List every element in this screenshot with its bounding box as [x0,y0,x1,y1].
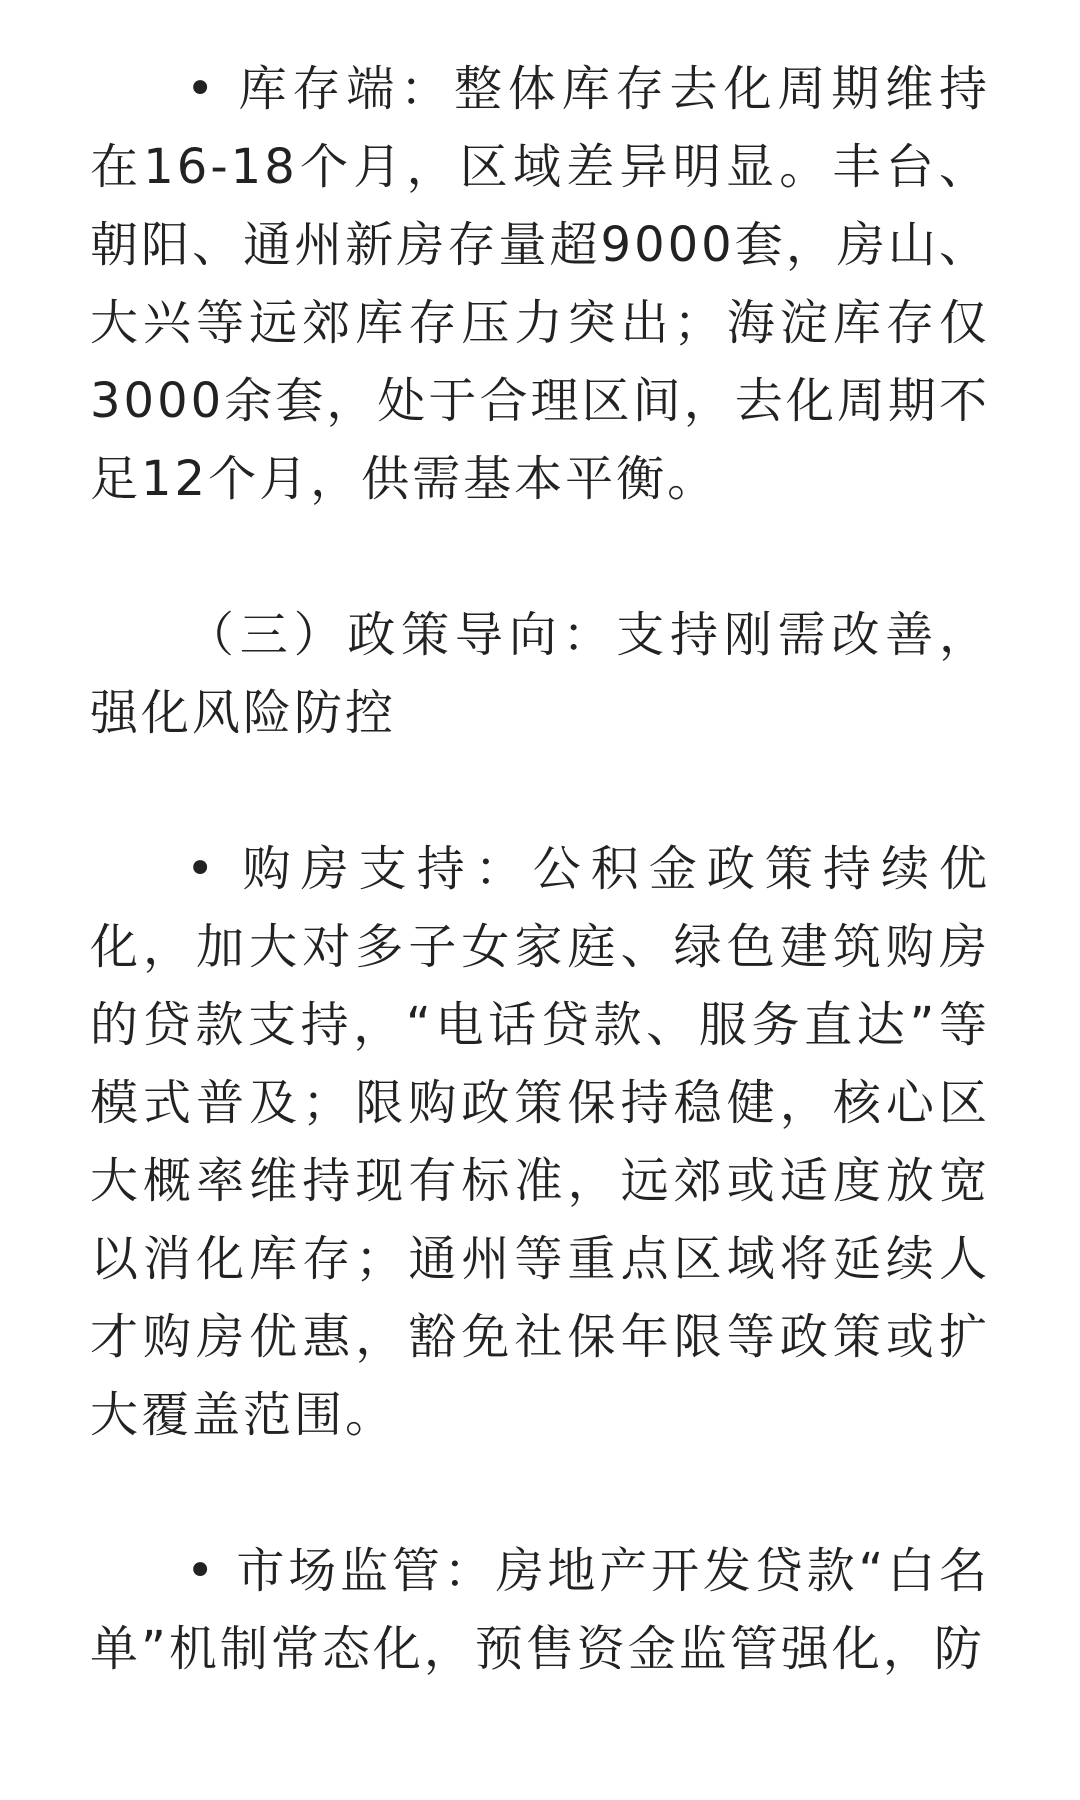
paragraph-gap [90,752,990,830]
paragraph-market-regulation: • 市场监管：房地产开发贷款“白名单”机制常态化，预售资金监管强化，防 [90,1543,990,1677]
paragraph-inventory: • 库存端：整体库存去化周期维持在16-18个月，区域差异明显。丰台、朝阳、通州新房存量超9000套，房山、大兴等远郊库存压力突出；海淀库存仅3000余套，处于合理区间，去化周期不足12个月，供需基本平衡。 [90,61,990,507]
paragraph-gap [90,1454,990,1532]
paragraph-purchase-support: • 购房支持：公积金政策持续优化，加大对多子女家庭、绿色建筑购房的贷款支持，“电话贷款、服务直达”等模式普及；限购政策保持稳健，核心区大概率维持现有标准，远郊或适度放宽以消化库存；通州等重点区域将延续人才购房优惠，豁免社保年限等政策或扩大覆盖范围。 [90,841,990,1443]
section-heading-policy: （三）政策导向：支持刚需改善，强化风险防控 [90,607,990,741]
paragraph-gap [90,518,990,596]
article-body [90,50,990,1688]
